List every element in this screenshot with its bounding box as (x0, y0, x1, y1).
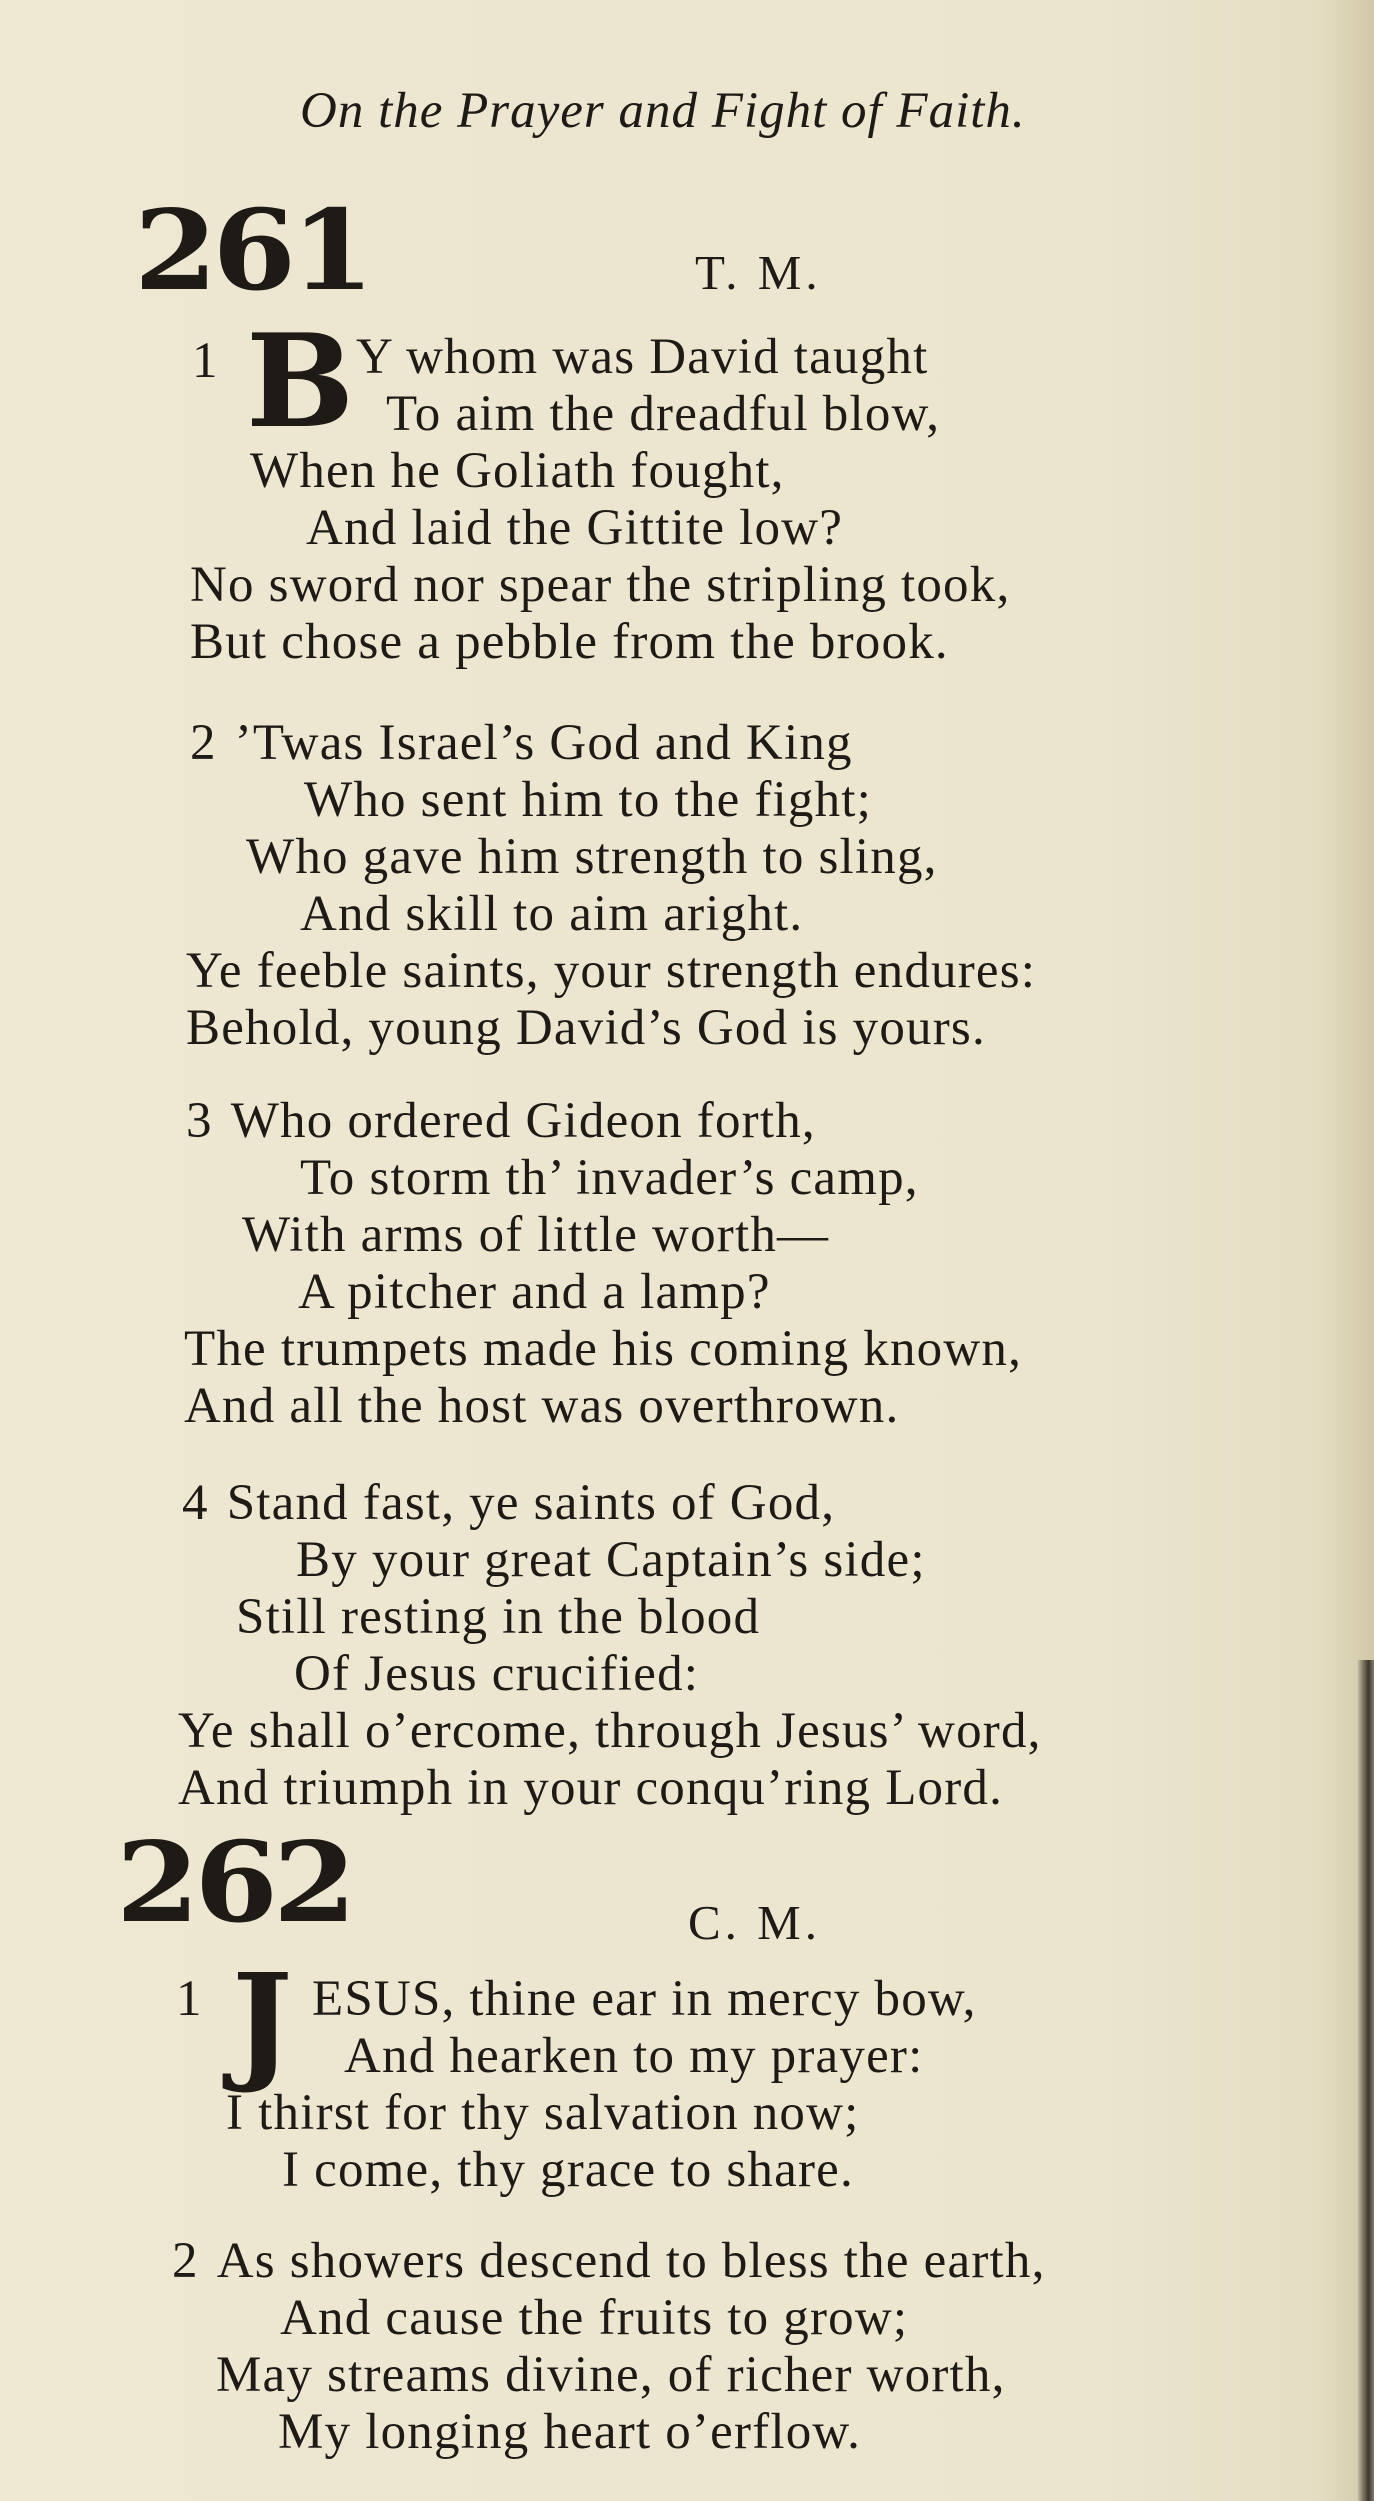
verse-line: Still resting in the blood (236, 1589, 761, 1645)
verse-line: A pitcher and a lamp? (298, 1264, 771, 1320)
verse-line (186, 1093, 816, 1149)
hymn-number: 262 (116, 1817, 352, 1948)
verse-line: To aim the dreadful blow, (386, 386, 941, 442)
verse-line: And hearken to my prayer: (344, 2028, 924, 2084)
verse-text: Who ordered Gideon forth, (230, 1093, 816, 1149)
verse-line: Behold, young David’s God is yours. (186, 1000, 986, 1056)
verse-line: By your great Captain’s side; (296, 1532, 926, 1588)
verse-line: I thirst for thy salvation now; (226, 2085, 860, 2141)
verse-number: 1 (192, 333, 219, 389)
verse-line: ESUS, thine ear in mercy bow, (312, 1971, 977, 2027)
verse-line: And all the host was overthrown. (184, 1378, 900, 1434)
verse-line: My longing heart o’erflow. (278, 2404, 862, 2460)
verse-line: I come, thy grace to share. (282, 2142, 854, 2198)
hymn-meter: T. M. (695, 245, 822, 300)
verse-line: Of Jesus crucified: (294, 1646, 700, 1702)
verse-line: And laid the Gittite low? (306, 500, 844, 556)
verse-line: And skill to aim aright. (300, 886, 804, 942)
verse-line: Who sent him to the fight; (304, 772, 873, 828)
verse-line: Ye shall o’ercome, through Jesus’ word, (178, 1703, 1042, 1759)
verse-line: May streams divine, of richer worth, (216, 2347, 1006, 2403)
verse-line (190, 715, 853, 771)
hymn-meter: C. M. (688, 1895, 822, 1950)
verse-line: When he Goliath fought, (250, 443, 785, 499)
verse-text: As showers descend to bless the earth, (216, 2233, 1046, 2289)
verse-line: And cause the fruits to grow; (280, 2290, 909, 2346)
verse-line (182, 1475, 836, 1531)
page-edge (1356, 1660, 1374, 2501)
verse-line: With arms of little worth— (242, 1207, 830, 1263)
verse-number: 4 (182, 1475, 209, 1531)
verse-line: Who gave him strength to sling, (246, 829, 938, 885)
verse-line: But chose a pebble from the brook. (190, 614, 949, 670)
drop-cap: J (232, 1947, 293, 2097)
hymn-number: 261 (134, 185, 370, 316)
running-header: On the Prayer and Fight of Faith. (300, 83, 1026, 139)
verse-line: And triumph in your conqu’ring Lord. (178, 1760, 1004, 1816)
verse-text: ’Twas Israel’s God and King (234, 715, 853, 771)
drop-cap: B (246, 307, 355, 457)
verse-line: No sword nor spear the stripling took, (190, 557, 1011, 613)
verse-number: 3 (186, 1093, 213, 1149)
verse-line: To storm th’ invader’s camp, (300, 1150, 919, 1206)
verse-line: Ye feeble saints, your strength endures: (186, 943, 1037, 999)
verse-number: 2 (190, 715, 217, 771)
verse-text: Stand fast, ye saints of God, (226, 1475, 836, 1531)
verse-line (172, 2233, 1046, 2289)
verse-line: Y whom was David taught (356, 329, 929, 385)
verse-number: 2 (172, 2233, 199, 2289)
verse-line: The trumpets made his coming known, (184, 1321, 1023, 1377)
verse-number: 1 (176, 1971, 203, 2027)
